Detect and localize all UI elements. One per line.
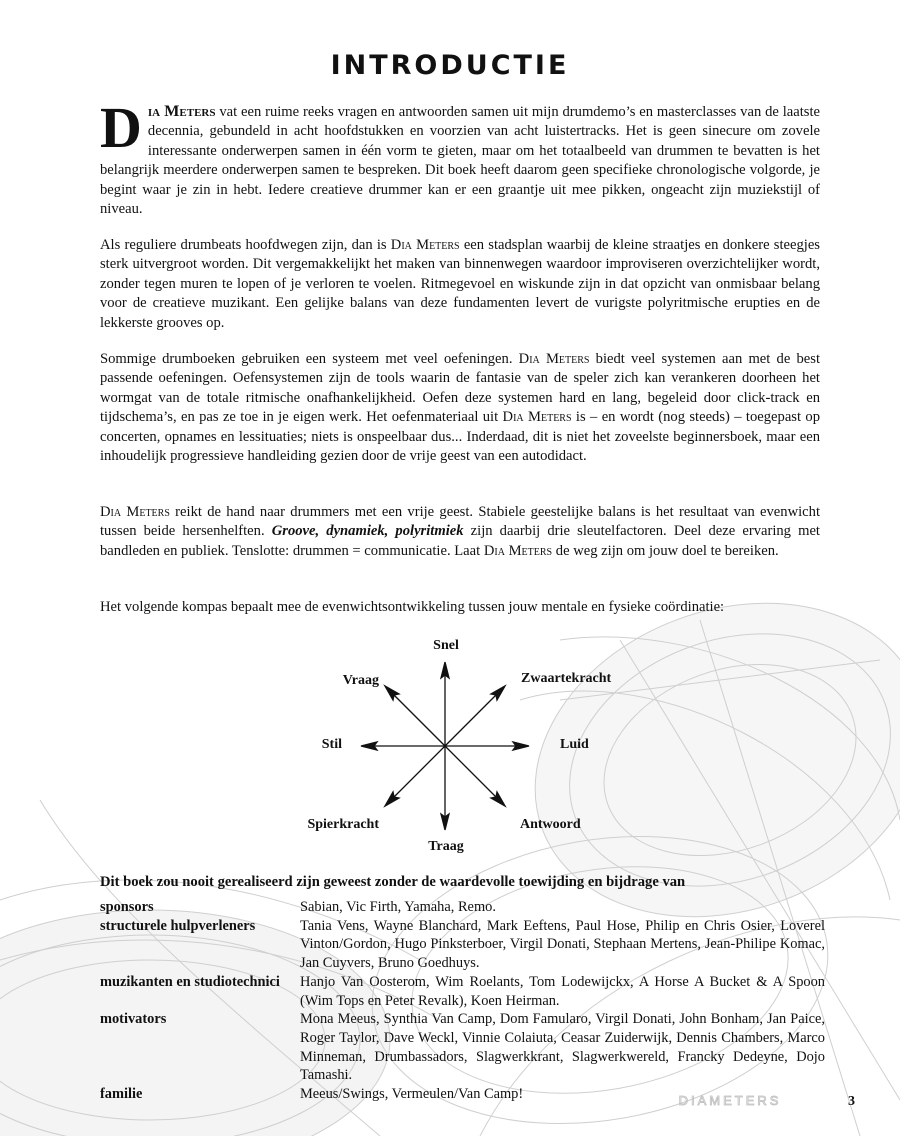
page-number: 3 [848, 1094, 855, 1109]
acknowledgement-value: Meeus/Swings, Vermeulen/Van Camp! [300, 1086, 524, 1103]
intro-text: vat een ruime reeks vragen en antwoorden samen uit mijn drumdemo’s en masterclasses van de laatste decennia, gebundeld in acht hoofdstukken en voorzien van acht luistertracks. Het is geen sinecure om zovele interessante onderwerpen samen in één vorm te gieten, maar om het totaalbeeld van drummen te bevatten is het belangrijk meerdere onderwerpen samen te bespreken. Dit boek heeft daarom geen specifieke chronologische volgorde, je begint waar je zin in hebt. Iedere creatieve drummer kan er een graantje uit mee pikken, ongeacht zijn muziekstijl of niveau. [100, 104, 820, 218]
paragraph-4-text-a: reikt de hand naar drummers met een vrije geest. Stabiele geestelijke balans is het resultaat van evenwicht tussen beide hersenhelften. [100, 504, 820, 540]
acknowledgement-label: structurele hulpverleners [100, 917, 256, 934]
paragraph-3 [100, 350, 820, 466]
paragraph-4 [100, 503, 820, 561]
paragraph-2-text-a: Als reguliere drumbeats hoofdwegen zijn, dan is [100, 237, 391, 253]
book-name: Dia Meters [390, 237, 460, 253]
intro-book-name: ia Meters [147, 103, 216, 120]
compass-northwest-label: Vraag [342, 673, 379, 688]
compass-east-label: Luid [560, 737, 589, 752]
paragraph-2 [100, 236, 820, 333]
acknowledgement-value: Hanjo Van Oosterom, Wim Roelants, Tom Lodewijckx, A Horse A Bucket & A Spoon (Wim Tops en Peter Revalk), Koen Heirman. [300, 973, 825, 1009]
compass-southeast-label: Antwoord [520, 817, 581, 832]
paragraph-4-text-c: de weg zijn om jouw doel te bereiken. [552, 542, 779, 559]
book-name: Dia Meters [518, 351, 590, 367]
acknowledgement-value: Tania Vens, Wayne Blanchard, Mark Eeftens, Paul Hose, Philip en Chris Osier, Loverel Vinton/Gordon, Hugo Pinksterboer, Virgil Donati, Stephaan Mertens, Jean-Philipe Komac, Jan Cuyvers, Bruno Goedhuys. [300, 917, 825, 972]
acknowledgements-title: Dit boek zou nooit gerealiseerd zijn geweest zonder de waardevolle toewijding en bijdrage van [100, 874, 686, 890]
compass-southwest-label: Spierkracht [307, 817, 379, 832]
footer-watermark [660, 1088, 800, 1112]
footer-watermark-text: DIAMETERS [678, 1093, 782, 1108]
acknowledgement-label: familie [100, 1086, 143, 1103]
book-name: Dia Meters [100, 504, 170, 520]
compass-diagram [290, 628, 620, 858]
compass-west-label: Stil [321, 737, 342, 752]
compass-rose [361, 662, 529, 830]
compass-northeast-label: Zwaartekracht [521, 671, 612, 686]
acknowledgement-row [100, 1010, 825, 1085]
acknowledgement-row [100, 917, 825, 973]
book-name: Dia Meters [483, 542, 553, 559]
key-factors: Groove, dynamiek, polyritmiek [271, 523, 464, 540]
paragraph-4-text-b: zijn daarbij drie sleutelfactoren. Deel deze ervaring met bandleden en publiek. Tenslotte: drummen = communicatie. Laat [100, 523, 820, 559]
intro-paragraph [100, 95, 820, 219]
acknowledgement-label: sponsors [100, 899, 154, 915]
acknowledgement-label: motivators [100, 1011, 167, 1028]
acknowledgement-row [100, 973, 825, 1010]
acknowledgement-label: muzikanten en studiotechnici [100, 973, 280, 990]
compass-south-label: Traag [428, 839, 464, 854]
paragraph-3-text-b: biedt veel systemen aan met de best passende oefeningen. Oefensystemen zijn de tools waarin de fantasie van de speler zich kan verankeren doorheen het wormgat van de totale ritmische onafhankelijkheid. Oefen deze systemen hard en lang, begeleid door click-track en tijdschema’s, en pas ze toe in je eigen werk. Het oefenmateriaal uit [100, 351, 820, 426]
book-name: Dia Meters [502, 409, 572, 426]
compass-north-label: Snel [433, 638, 459, 653]
acknowledgement-value: Sabian, Vic Firth, Yamaha, Remo. [300, 899, 496, 915]
paragraph-2-text-b: een stadsplan waarbij de kleine straatjes en donkere steegjes sterk uitvergroot worden. Dit vergemakkelijkt het maken van binnenwegen waardoor improviseren overzichtelijker wordt, zonder tegen muren te lopen of je verloren te voelen. Ritmegevoel en wiskunde zijn in dat opzicht van onmisbaar belang voor de creatieve muzikant. Een gelijke balans van deze fundamenten levert de vurigste polyritmische erupties en de lekkerste grooves op. [100, 237, 820, 331]
compass-intro: Het volgende kompas bepaalt mee de evenwichtsontwikkeling tussen jouw mentale en fysieke coördinatie: [100, 599, 725, 615]
drop-cap: D [100, 95, 142, 160]
paragraph-3-text-a: Sommige drumboeken gebruiken een systeem met veel oefeningen. [100, 351, 519, 367]
acknowledgement-row [100, 898, 825, 917]
acknowledgement-value: Mona Meeus, Synthia Van Camp, Dom Famularo, Virgil Donati, John Bonham, Jan Paice, Roger Taylor, Dave Weckl, Vinnie Colaiuta, Ceasar Zuiderwijk, Dennis Chambers, Marco Minneman, Drumbassadors, Slagwerkkrant, Slagwerkwereld, Francky Dedeyne, Dojo Tamashi. [300, 1011, 825, 1084]
acknowledgements-list [100, 898, 825, 1104]
paragraph-3-text-c: is – en wordt (nog steeds) – toegepast op concerten, opnames en lessituaties; niets is onspeelbaar dus... Inderdaad, dit is niet het zoveelste beginnersboek, maar een inhoudelijk progressieve handleiding gezien door de vrije geest van een autodidact. [100, 409, 821, 465]
page-title: INTRODUCTIE [330, 50, 570, 81]
